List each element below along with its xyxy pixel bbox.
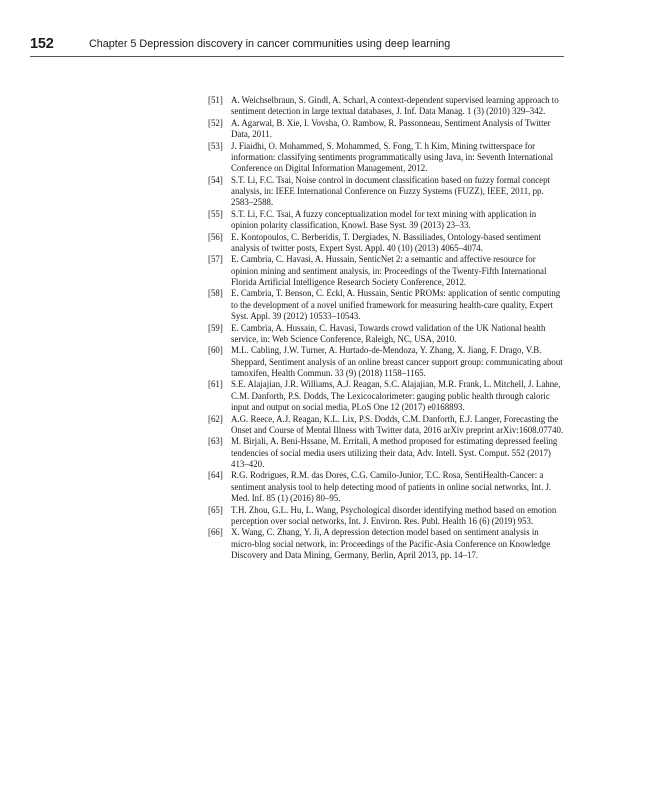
reference-list xyxy=(208,95,564,561)
reference-number: [60] xyxy=(208,345,223,356)
reference-item xyxy=(208,345,564,379)
reference-number: [57] xyxy=(208,254,223,265)
reference-text: A. Weichselbraun, S. Gindl, A. Scharl, A context-dependent supervised learning approach to sentiment detection in large textual databases, J. Inf. Data Manag. 1 (3) (2010) 329–342. xyxy=(231,95,559,117)
reference-item xyxy=(208,379,564,413)
reference-number: [65] xyxy=(208,504,223,515)
reference-item xyxy=(208,470,564,504)
reference-number: [58] xyxy=(208,288,223,299)
reference-item xyxy=(208,118,564,141)
reference-text: S.T. Li, F.C. Tsai, Noise control in document classification based on fuzzy formal concept analysis, in: IEEE International Conference on Fuzzy Systems (FUZZ), IEEE, 2011, pp. 2583–2588. xyxy=(231,174,550,208)
reference-number: [59] xyxy=(208,322,223,333)
reference-number: [64] xyxy=(208,470,223,481)
reference-item xyxy=(208,414,564,437)
reference-item xyxy=(208,175,564,209)
reference-number: [54] xyxy=(208,174,223,185)
reference-number: [66] xyxy=(208,527,223,538)
reference-text: X. Wang, C. Zhang, Y. Ji, A depression detection model based on sentiment analysis in micro-blog social network, in: Proceedings of the Pacific-Asia Conference on Knowledge Discovery and Data Mining, Germany, Berlin, April 2013, pp. 14–17. xyxy=(231,527,551,560)
reference-number: [62] xyxy=(208,413,223,424)
reference-text: S.E. Alajajian, J.R. Williams, A.J. Reagan, S.C. Alajajian, M.R. Frank, L. Mitchell, J. Lahne, C.M. Danforth, P.S. Dodds, The Lexicocalorimeter: gauging public health through caloric input and output on social media, PLoS One 12 (2017) e0168893. xyxy=(231,379,561,413)
header-rule xyxy=(30,56,564,57)
reference-number: [51] xyxy=(208,95,223,105)
reference-number: [61] xyxy=(208,379,223,390)
chapter-title: Chapter 5 Depression discovery in cancer communities using deep learning xyxy=(89,38,451,50)
reference-item xyxy=(208,527,564,561)
reference-item xyxy=(208,141,564,175)
reference-text: S.T. Li, F.C. Tsai, A fuzzy conceptualization model for text mining with application in opinion polarity classification, Knowl. Base Syst. 39 (2013) 23–33. xyxy=(231,208,537,231)
reference-text: E. Kontopoulos, C. Berberidis, T. Dergiades, N. Bassiliades, Ontology-based sentiment analysis of twitter posts, Expert Syst. Appl. 40 (10) (2013) 4065–4074. xyxy=(231,231,541,253)
reference-number: [52] xyxy=(208,117,223,128)
reference-text: T.H. Zhou, G.L. Hu, L. Wang, Psychological disorder identifying method based on emotion perception over social networks, Int. J. Environ. Res. Publ. Health 16 (6) (2019) 953. xyxy=(231,504,557,526)
reference-item xyxy=(208,505,564,528)
reference-item xyxy=(208,209,564,232)
page-number: 152 xyxy=(30,36,54,52)
reference-number: [55] xyxy=(208,208,223,219)
reference-number: [56] xyxy=(208,231,223,242)
reference-text: E. Cambria, C. Havasi, A. Hussain, SenticNet 2: a semantic and affective resource for opinion mining and sentiment analysis, in: Proceedings of the Twenty-Fifth International Florida Artificial Intelligence Research Society Conference, 2012. xyxy=(231,254,547,287)
reference-number: [63] xyxy=(208,436,223,447)
reference-text: E. Cambria, T. Benson, C. Eckl, A. Hussain, Sentic PROMs: application of sentic computing to the development of a novel unified framework for measuring health-care quality, Expert Syst. Appl. 39 (2012) 10533–10543. xyxy=(231,288,561,322)
reference-text: M.L. Cabling, J.W. Turner, A. Hurtado-de-Mendoza, Y. Zhang, X. Jiang, F. Drago, V.B. Sheppard, Sentiment analysis of an online breast cancer support group: communicating about tamoxifen, Health Commun. 33 (9) (2018) 1158–1165. xyxy=(231,345,563,378)
running-header xyxy=(30,36,564,54)
reference-item xyxy=(208,436,564,470)
reference-text: A.G. Reece, A.J. Reagan, K.L. Lix, P.S. Dodds, C.M. Danforth, E.J. Langer, Forecasting the Onset and Course of Mental Illness with Twitter data, 2016 arXiv preprint arXiv:1608.07740. xyxy=(231,413,564,435)
reference-text: A. Agarwal, B. Xie, I. Vovsha, O. Rambow, R. Passonneau, Sentiment Analysis of Twitter Data, 2011. xyxy=(231,117,551,140)
reference-text: E. Cambria, A. Hussain, C. Havasi, Towards crowd validation of the UK National health service, in: Web Science Conference, Raleigh, NC, USA, 2010. xyxy=(231,322,546,344)
reference-item xyxy=(208,323,564,346)
reference-text: M. Birjali, A. Beni-Hssane, M. Erritali, A method proposed for estimating depressed feeling tendencies of social media users utilizing their data, Adv. Intell. Syst. Comput. 552 (2017) 413–420. xyxy=(231,436,558,469)
reference-item xyxy=(208,95,564,118)
reference-item xyxy=(208,288,564,322)
reference-number: [53] xyxy=(208,140,223,151)
reference-item xyxy=(208,254,564,288)
reference-item xyxy=(208,232,564,255)
reference-text: J. Fiaidhi, O. Mohammed, S. Mohammed, S. Fong, T. h Kim, Mining twitterspace for information: classifying sentiments programmatically using Java, in: Seventh International Conference on Digital Information Management, 2012. xyxy=(231,140,554,174)
reference-text: R.G. Rodrigues, R.M. das Dores, C.G. Camilo-Junior, T.C. Rosa, SentiHealth-Cancer: a sentiment analysis tool to help detecting mood of patients in online social networks, Int. J. Med. Inf. 85 (1) (2016) 80–95. xyxy=(231,470,552,504)
